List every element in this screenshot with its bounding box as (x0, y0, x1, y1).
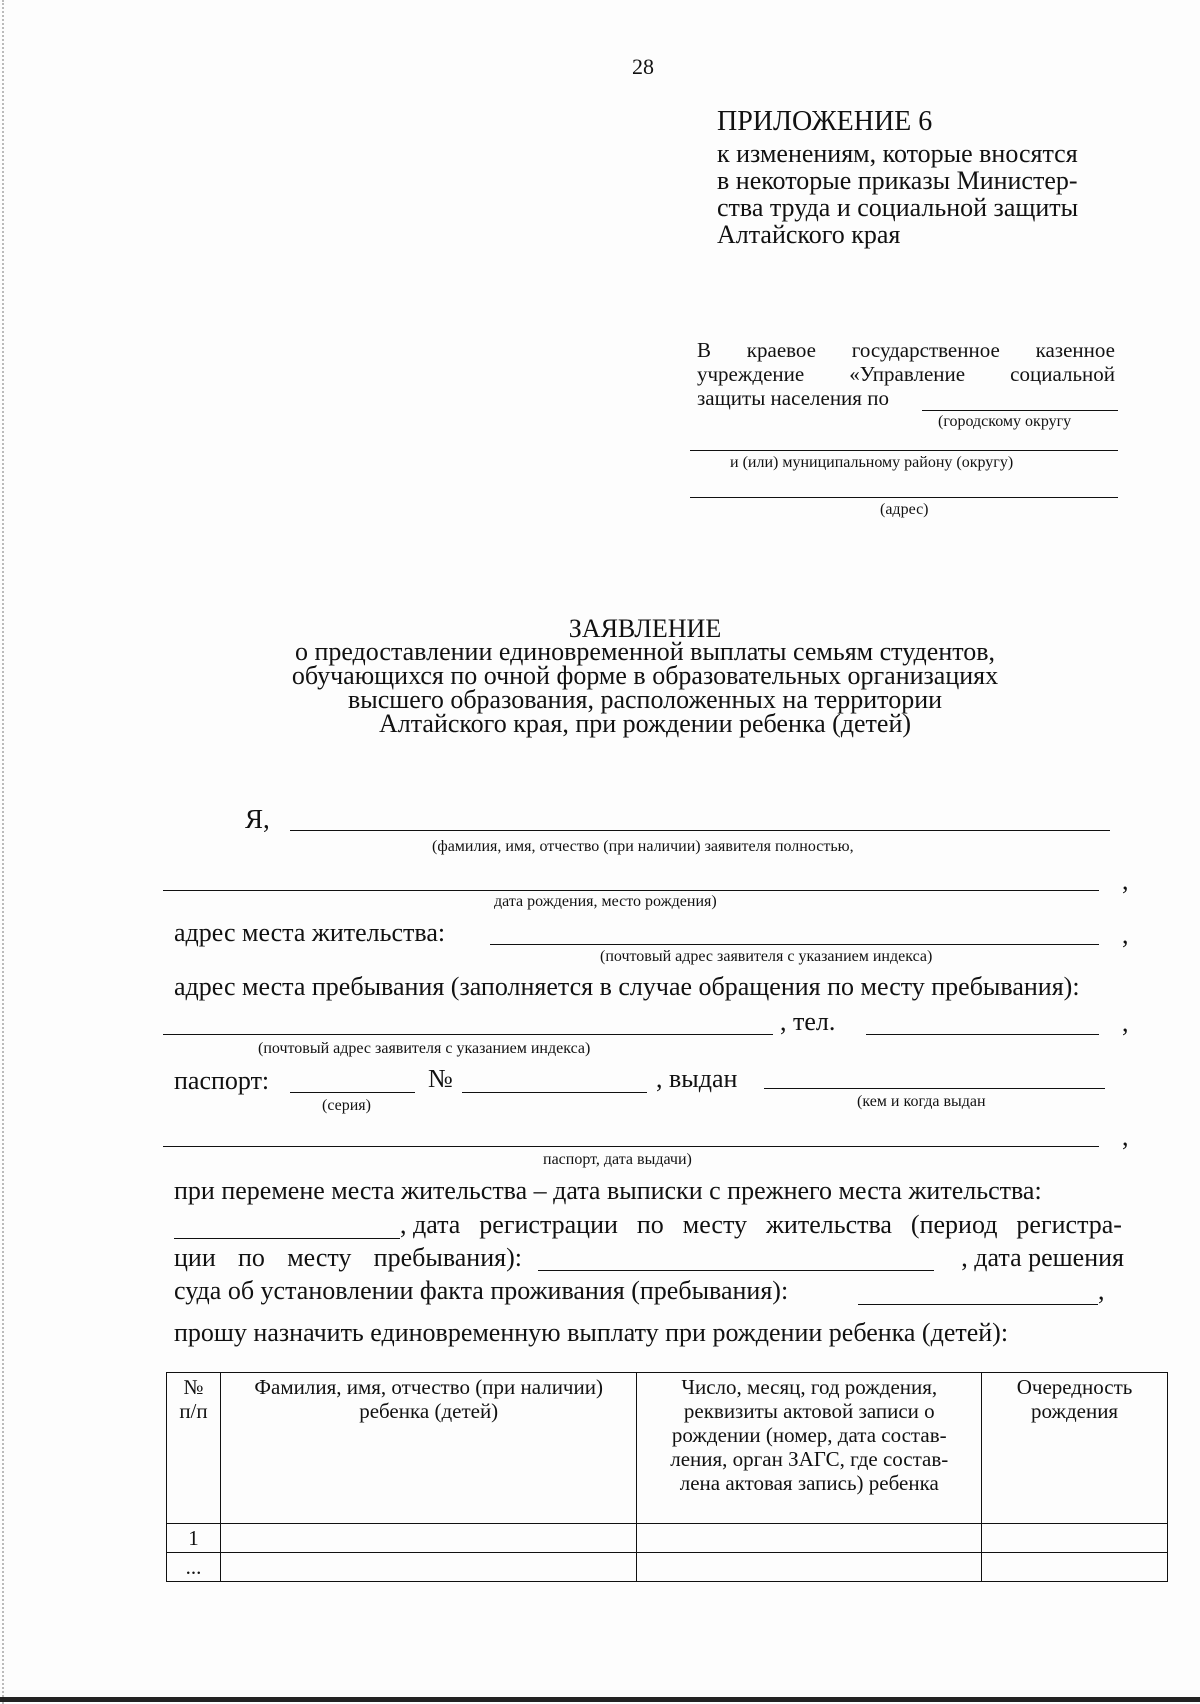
table-cell: ... (167, 1553, 221, 1582)
birth-blank[interactable] (163, 890, 1099, 891)
hint-postal-2: (почтовый адрес заявителя с указанием индекса) (258, 1040, 591, 1057)
table-cell[interactable] (637, 1524, 982, 1553)
table-cell[interactable] (982, 1553, 1168, 1582)
header-fio: Фамилия, имя, отчество (при наличии) ребенка (детей) (220, 1373, 637, 1524)
appendix-line: Алтайского края (717, 220, 901, 249)
number-label: № (428, 1064, 453, 1093)
number-blank[interactable] (462, 1092, 647, 1093)
page-number: 28 (632, 54, 654, 79)
appendix-title: ПРИЛОЖЕНИЕ 6 (717, 106, 933, 137)
addressee-line-3: защиты населения по (697, 386, 889, 410)
hint-address: (адрес) (880, 501, 929, 518)
header-order: Очередность рождения (982, 1373, 1168, 1524)
comma: , (1122, 1008, 1129, 1037)
court-date-blank[interactable] (858, 1304, 1098, 1305)
appendix-line: в некоторые приказы Министер- (717, 166, 1078, 195)
request-line: прошу назначить единовременную выплату при рождении ребенка (детей): (174, 1318, 1009, 1347)
change-line: при перемене места жительства – дата выписки с прежнего места жительства: (174, 1176, 1042, 1205)
issued-blank[interactable] (764, 1088, 1105, 1089)
passport-label: паспорт: (174, 1066, 270, 1095)
comma: , (1122, 1122, 1129, 1151)
table-cell[interactable] (220, 1553, 637, 1582)
comma: , (1122, 920, 1129, 949)
tel-blank[interactable] (866, 1034, 1099, 1035)
address-blank[interactable] (690, 497, 1118, 498)
ya-label: Я, (245, 804, 270, 834)
addressee-line-1: В краевое государственное казенное (697, 338, 1115, 362)
table-cell: 1 (167, 1524, 221, 1553)
hint-issued: (кем и когда выдан (857, 1093, 986, 1110)
header-birth: Число, месяц, год рождения, реквизиты актовой записи о рождении (номер, дата состав- ления, орган ЗАГС, где состав- лена актовая запись) ребенка (637, 1373, 982, 1524)
issued-label: , выдан (656, 1064, 738, 1093)
hint-series: (серия) (322, 1097, 371, 1114)
statement-subtitle: о предоставлении единовременной выплаты семьям студентов, обучающихся по очной форме в образовательных организациях высшего образования, расположенных на территории Алтайского края, при рождении ребенка (детей) (291, 637, 999, 738)
court-decision-label: , дата решения (961, 1243, 1124, 1272)
hint-district: (городскому округу (938, 413, 1072, 430)
passport-date-blank[interactable] (163, 1146, 1099, 1147)
comma: , (1122, 866, 1129, 895)
children-table (166, 1372, 1168, 1582)
appendix-line: к изменениям, которые вносятся (717, 139, 1078, 168)
court-line: суда об установлении факта проживания (пребывания): (174, 1276, 789, 1305)
residence-blank[interactable] (490, 944, 1099, 945)
scan-edge (2, 0, 6, 1704)
tel-label: , тел. (780, 1007, 836, 1036)
registration-line: , дата регистрации по месту жительства (период регистра- (400, 1210, 1122, 1239)
header-number: № п/п (167, 1373, 221, 1524)
scan-bottom-edge (0, 1697, 1200, 1702)
table-row (167, 1524, 1168, 1553)
hint-postal: (почтовый адрес заявителя с указанием индекса) (600, 948, 933, 965)
statement-title: ЗАЯВЛЕНИЕ (568, 614, 722, 643)
stay-period-blank[interactable] (538, 1270, 934, 1271)
hint-municipal: и (или) муниципальному району (округу) (730, 454, 1014, 471)
discharge-date-blank[interactable] (174, 1238, 400, 1239)
table-cell[interactable] (220, 1524, 637, 1553)
table-cell[interactable] (637, 1553, 982, 1582)
comma: , (1098, 1276, 1105, 1305)
fio-blank[interactable] (290, 830, 1110, 831)
series-blank[interactable] (290, 1092, 415, 1093)
table-cell[interactable] (982, 1524, 1168, 1553)
table-row (167, 1553, 1168, 1582)
residence-label: адрес места жительства: (174, 918, 446, 947)
stay-label: адрес места пребывания (заполняется в случае обращения по месту пребывания): (174, 972, 1080, 1001)
stay-period-line: ции по месту пребывания): (174, 1243, 522, 1272)
stay-blank[interactable] (163, 1034, 773, 1035)
appendix-line: ства труда и социальной защиты (717, 193, 1079, 222)
appendix-text (717, 140, 1078, 248)
table-header-row (167, 1373, 1168, 1524)
hint-passport-date: паспорт, дата выдачи) (543, 1151, 692, 1168)
hint-fio: (фамилия, имя, отчество (при наличии) заявителя полностью, (432, 838, 854, 855)
hint-birth: дата рождения, место рождения) (494, 893, 717, 910)
addressee-line-2: учреждение «Управление социальной (697, 362, 1115, 386)
municipal-blank[interactable] (690, 450, 1118, 451)
district-blank[interactable] (922, 410, 1118, 411)
